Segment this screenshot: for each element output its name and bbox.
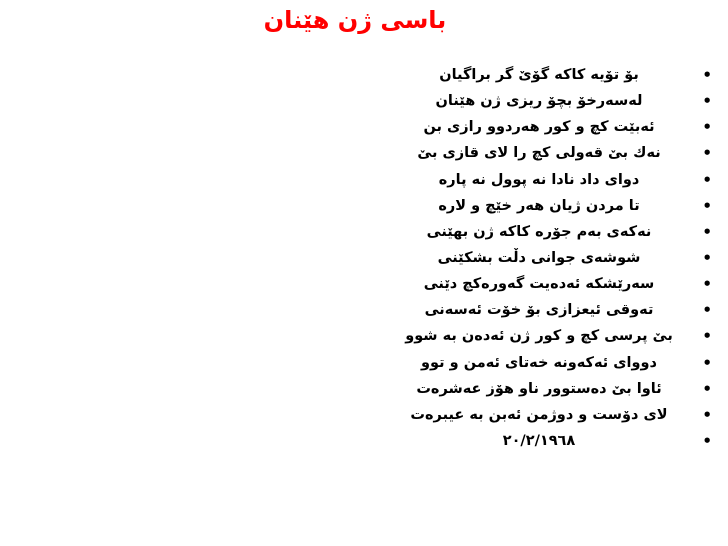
- slide-title: باسی ژن هێنان: [263, 6, 447, 34]
- bullet-item: • ئەبێت کچ و کور هەردوو رازی بن: [386, 114, 716, 140]
- bullet-item: • تا مردن ژیان هەر خێچ و لارە: [386, 193, 716, 219]
- bullet-item: • نەك بێ قەولی کچ را لای قازی بێ: [386, 140, 716, 166]
- bullet-list: [386, 62, 716, 454]
- bullet-item: • نەکەی بەم جۆرە کاکە ژن بهێنی: [386, 219, 716, 245]
- bullet-item: • بێ پرسی کچ و کور ژن ئەدەن بە شوو: [386, 323, 716, 349]
- bullet-item: • سەرێشکە ئەدەیت گەورەکچ دێنی: [386, 271, 716, 297]
- bullet-item: • لای دۆست و دوژمن ئەبن بە عیبرەت: [386, 402, 716, 428]
- bullet-item: • شوشەی جوانی دڵت بشکێنی: [386, 245, 716, 271]
- bullet-item: • بۆ تۆیە کاکە گۆێ گر براگیان: [386, 62, 716, 88]
- date-line: • ٢٠/٢/١٩٦٨: [386, 428, 716, 454]
- bullet-item: • دووای ئەکەونە خەتای ئەمن و توو: [386, 350, 716, 376]
- bullet-item: • ئاوا بێ دەستوور ناو هۆز عەشرەت: [386, 376, 716, 402]
- bullet-item: • تەوقی ئیعزازی بۆ خۆت ئەسەنی: [386, 297, 716, 323]
- bullet-item: • لەسەرخۆ بچۆ ریزی ژن هێنان: [386, 88, 716, 114]
- bullet-item: • دوای داد نادا نە پوول نە پارە: [386, 167, 716, 193]
